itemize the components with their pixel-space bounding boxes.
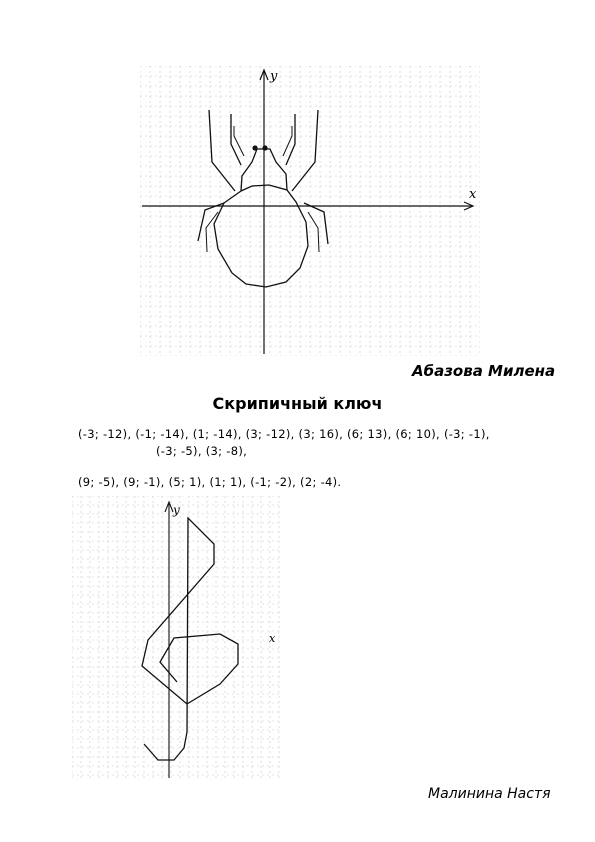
coordinates-line-1: (-3; -12), (-1; -14), (1; -14), (3; -12), (3; 16), (6; 13), (6; 10), (-3; -1), <box>78 427 490 441</box>
coordinates-block-2 <box>78 474 568 491</box>
coordinates-line-3: (9; -5), (9; -1), (5; 1), (1; 1), (-1; -2), (2; -4). <box>78 475 342 489</box>
author-signature-top: Абазова Милена <box>412 362 556 380</box>
spider-right-eye <box>262 145 267 150</box>
spider-left-eye <box>252 145 257 150</box>
spider-figure <box>140 66 480 356</box>
spider-x-label: х <box>469 187 477 202</box>
coordinates-block-1 <box>78 426 568 460</box>
clef-drawing <box>72 496 282 780</box>
spider-leg-mid-right <box>308 212 319 252</box>
coordinates-line-2: (-3; -5), (3; -8), <box>156 444 248 458</box>
clef-outline <box>142 518 238 760</box>
clef-x-label: х <box>269 632 276 645</box>
spider-y-label: у <box>270 69 278 84</box>
spider-grid <box>140 66 480 356</box>
spider-leg-right-outer <box>292 110 318 191</box>
clef-y-label: у <box>173 503 180 517</box>
spider-leg-left-short <box>234 126 244 156</box>
spider-leg-right-short <box>283 126 292 156</box>
page-title: Скрипичный ключ <box>212 394 383 413</box>
spider-drawing <box>140 66 480 356</box>
author-signature-bottom: Малинина Настя <box>428 786 551 802</box>
clef-figure <box>72 496 282 780</box>
